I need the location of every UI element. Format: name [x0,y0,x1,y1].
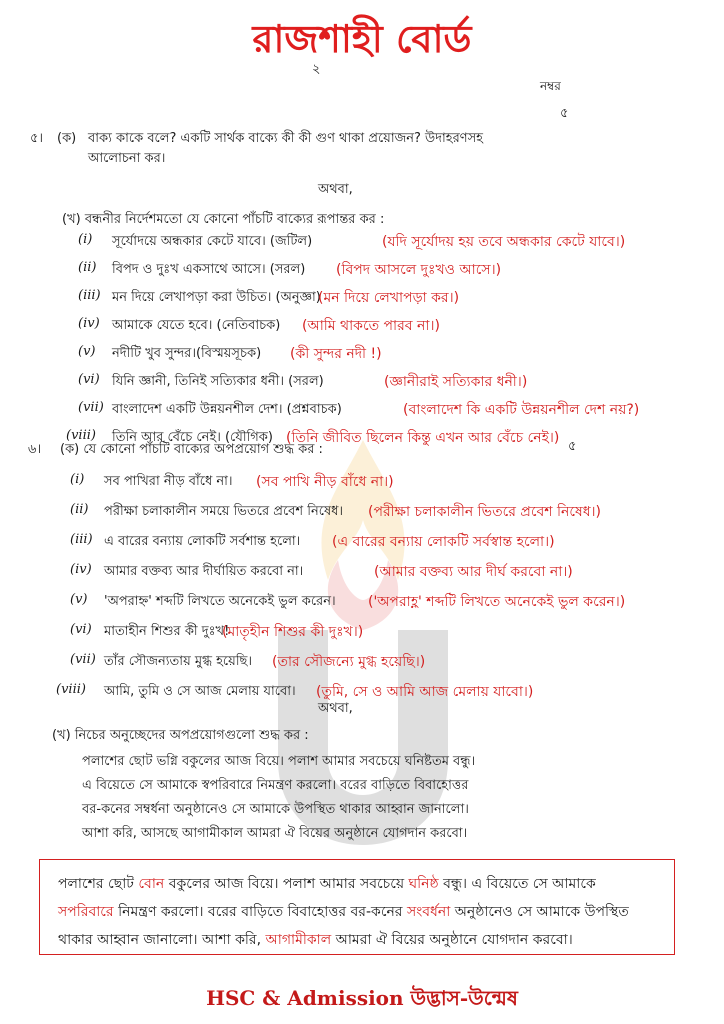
answer-text: বন্ধু। এ বিয়েতে সে আমাকে [438,876,596,892]
q6-item-answer: (পরীক্ষা চলাকালীন ভিতরে প্রবেশ নিষেধ।) [368,504,602,520]
q5-item-question: আমাকে যেতে হবে। (নেতিবাচক) [112,318,281,333]
q5-item-number: (v) [78,344,96,359]
q6-number: ৬। [28,442,42,457]
q5-or: অথবা, [318,182,353,197]
q6-item-answer: (আমার বক্তব্য আর দীর্ঘ করবো না।) [374,564,573,580]
q5-item-answer: (কী সুন্দর নদী !) [290,346,382,362]
q5-item-question: বিপদ ও দুঃখ একসাথে আসে। (সরল) [112,262,306,277]
answer-line-2 [58,900,629,924]
q5-item-answer: (মন দিয়ে লেখাপড়া কর।) [318,290,460,306]
q6-item-question: মাতাহীন শিশুর কী দুঃখ! [104,624,230,639]
q6-item-answer: (এ বারের বন্যায় লোকটি সর্বস্বান্ত হলো।) [332,534,555,550]
q6-item-number: (viii) [56,682,86,697]
q6-item-number: (v) [70,592,88,607]
q5-item-answer: (বাংলাদেশ কি একটি উন্নয়নশীল দেশ নয়?) [403,402,640,418]
q5-ka-text-2: আলোচনা কর। [88,151,166,166]
q5-item-number: (iii) [78,288,101,303]
q6-kha-text: (খ) নিচের অনুচ্ছেদের অপপ্রয়োগগুলো শুদ্ধ কর : [52,728,309,743]
q6-item-answer: (তুমি, সে ও আমি আজ মেলায় যাবো।) [316,684,534,700]
q5-item-number: (viii) [66,428,96,443]
q5-kha-text: (খ) বন্ধনীর নির্দেশমতো যে কোনো পাঁচটি বাক্যের রূপান্তর কর : [62,212,385,227]
q6-item-number: (iv) [70,562,92,577]
q6-item-number: (vi) [70,622,92,637]
answer-text: বকুলের আজ বিয়ে। পলাশ আমার সবচেয়ে [164,876,409,892]
paragraph-line: পলাশের ছোট ভগ্নি বকুলের আজ বিয়ে। পলাশ আমার সবচেয়ে ঘনিষ্টতম বন্ধু। [82,754,476,769]
corrected-word: বোন [138,876,165,892]
q5-number: ৫। [30,131,44,146]
paragraph-line: এ বিয়েতে সে আমাকে স্বপরিবারে নিমন্ত্রণ করলো। বরের বাড়িতে বিবাহোত্তর [82,778,469,793]
q6-item-question: পরীক্ষা চলাকালীন সময়ে ভিতরে প্রবেশ নিষেধ। [104,504,344,519]
q5-item-answer: (বিপদ আসলে দুঃখও আসে।) [336,262,502,278]
q5-item-question: বাংলাদেশ একটি উন্নয়নশীল দেশ। (প্রশ্নবাচক) [112,402,342,417]
q6-item-number: (iii) [70,532,93,547]
q6-item-question: আমার বক্তব্য আর দীর্ঘায়িত করবো না। [104,564,304,579]
q5-ka-text-1: বাক্য কাকে বলে? একটি সার্থক বাক্যে কী কী গুণ থাকা প্রয়োজন? উদাহরণসহ [88,131,484,146]
q6-item-answer: (মাতৃহীন শিশুর কী দুঃখ।) [222,624,364,640]
corrected-word: আগামীকাল [265,932,332,948]
q5-item-question: মন দিয়ে লেখাপড়া করা উচিত। (অনুজ্ঞা) [112,290,321,305]
corrected-word: ঘনিষ্ঠ [408,876,439,892]
q5-ka-label: (ক) [57,131,77,146]
q5-item-number: (vii) [78,400,104,415]
q6-item-question: এ বারের বন্যায় লোকটি সর্বশান্ত হলো। [104,534,301,549]
q5-item-number: (iv) [78,316,100,331]
q5-item-answer: (তিনি জীবিত ছিলেন কিন্তু এখন আর বেঁচে নেই।) [286,430,560,446]
q6-item-answer: (সব পাখি নীড় বাঁধে না।) [256,474,394,490]
q6-ka-text: (ক) যে কোনো পাঁচটি বাক্যের অপপ্রয়োগ শুদ্ধ কর : [60,442,323,457]
q5-item-question: নদীটি খুব সুন্দর।(বিস্ময়সূচক) [112,346,262,361]
q6-item-number: (vii) [70,652,96,667]
q5-item-question: তিনি আর বেঁচে নেই। (যৌগিক) [112,430,273,445]
marks-header: নম্বর [540,79,561,93]
answer-text: নিমন্ত্রণ করলো। বরের বাড়িতে বিবাহোত্তর বর-কনের [113,904,407,920]
answer-text: থাকার আহ্বান জানালো। আশা করি, [58,932,266,948]
q6-item-number: (ii) [70,502,89,517]
paragraph-line: আশা করি, আসছে আগামীকাল আমরা ঐ বিয়ের অনুষ্ঠানে যোগদান করবো। [82,826,468,841]
q6-item-answer: (তার সৌজন্যে মুগ্ধ হয়েছি।) [272,654,426,670]
q6-item-answer: ('অপরাহ্ণ' শব্দটি লিখতে অনেকেই ভুল করেন।) [368,594,626,610]
answer-box [39,859,675,955]
q5-item-answer: (যদি সূর্যোদয় হয় তবে অন্ধকার কেটে যাবে।) [382,234,626,250]
q6-item-question: সব পাখিরা নীড় বাঁধে না। [104,474,233,489]
q6-item-question: আমি, তুমি ও সে আজ মেলায় যাবো। [104,684,296,699]
answer-line-3 [58,928,573,952]
answer-text: অনুষ্ঠানেও সে আমাকে উপস্থিত [450,904,629,920]
answer-text: আমরা ঐ বিয়ের অনুষ্ঠানে যোগদান করবো। [331,932,573,948]
answer-line-1 [58,872,596,896]
q6-ka-marks: ৫ [568,439,577,454]
footer-brand: HSC & Admission উদ্ভাস-উন্মেষ [206,986,518,1010]
answer-text: পলাশের ছোট [58,876,139,892]
corrected-word: সপরিবারে [58,904,114,920]
paragraph-line: বর-কনের সম্বর্ধনা অনুষ্ঠানেও সে আমাকে উপস্থিত থাকার আহ্বান জানালো। [82,802,469,817]
q5-item-number: (i) [78,232,93,247]
board-title: রাজশাহী বোর্ড [252,17,472,61]
q5-item-question: যিনি জ্ঞানী, তিনিই সত্যিকার ধনী। (সরল) [112,374,324,389]
q6-item-number: (i) [70,472,85,487]
q6-item-question: তাঁর সৌজন্যতায় মুগ্ধ হয়েছি। [104,654,253,669]
q6-item-question: 'অপরাহ্ন' শব্দটি লিখতে অনেকেই ভুল করেন। [104,594,336,609]
q5-item-answer: (আমি থাকতে পারব না।) [302,318,440,334]
q5-ka-marks: ৫ [560,106,569,121]
q5-item-question: সূর্যোদয়ে অন্ধকার কেটে যাবে। (জটিল) [112,234,313,249]
q5-item-answer: (জ্ঞানীরাই সত্যিকার ধনী।) [384,374,528,390]
q6-or: অথবা, [318,701,353,716]
corrected-word: সংবর্ধনা [406,904,451,920]
page-number: ২ [312,62,321,77]
q5-item-number: (ii) [78,260,97,275]
q5-item-number: (vi) [78,372,100,387]
